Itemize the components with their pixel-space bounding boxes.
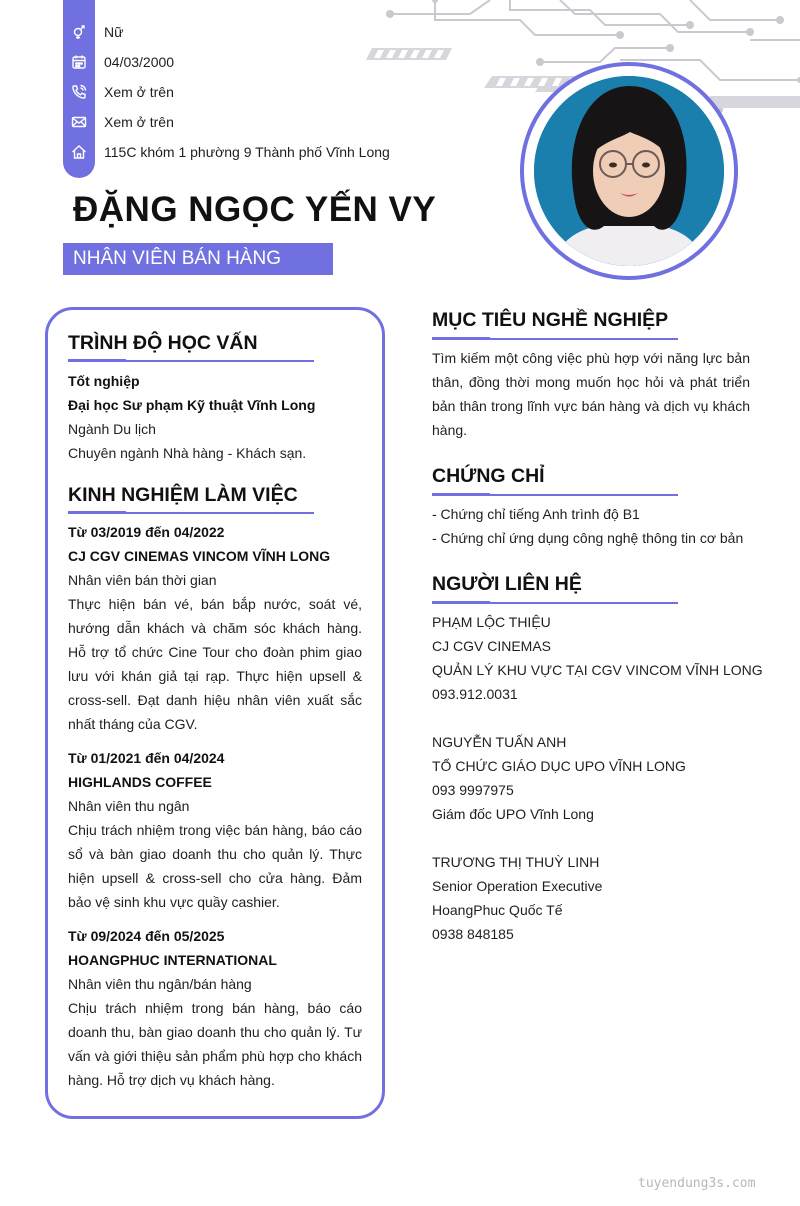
objective-rule xyxy=(490,338,678,340)
job-position: Nhân viên thu ngân xyxy=(68,798,190,814)
gender-row xyxy=(63,17,123,47)
reference-line: Giám đốc UPO Vĩnh Long xyxy=(432,806,594,822)
address-row xyxy=(63,137,390,167)
education-rule xyxy=(126,360,314,362)
phone-icon xyxy=(63,77,95,107)
phone-value: Xem ở trên xyxy=(104,84,174,100)
gender-value: Nữ xyxy=(104,24,124,40)
education-rule-accent xyxy=(68,359,126,362)
reference-line: CJ CGV CINEMAS xyxy=(432,638,552,654)
job-period: Từ 09/2024 đến 05/2025 xyxy=(68,928,225,944)
address-value: 115C khóm 1 phường 9 Thành phố Vĩnh Long xyxy=(104,144,390,160)
objective-text: Tìm kiếm một công việc phù hợp với năng lực bản thân, đồng thời mong muốn học hỏi và phát triển bản thân trong lĩnh vực bán hàng và dịch vụ khách hàng. xyxy=(432,350,750,438)
watermark: tuyendung3s.com xyxy=(638,1176,756,1191)
experience-rule-accent xyxy=(68,511,126,514)
job-description: Chịu trách nhiệm trong bán hàng, báo cáo doanh thu, bàn giao doanh thu cho quản lý. Tư vấn và giới thiệu sản phẩm phù hợp cho khách hàng. Hỗ trợ dịch vụ khách hàng. xyxy=(68,1000,362,1088)
profile-photo xyxy=(534,76,724,266)
objective-rule-accent xyxy=(432,337,490,340)
job-company: CJ CGV CINEMAS VINCOM VĨNH LONG xyxy=(68,548,331,564)
reference-line: Senior Operation Executive xyxy=(432,878,603,894)
education-specialization: Chuyên ngành Nhà hàng - Khách sạn. xyxy=(68,445,307,461)
job-position: Nhân viên thu ngân/bán hàng xyxy=(68,976,252,992)
job-title-banner: NHÂN VIÊN BÁN HÀNG xyxy=(63,243,333,275)
candidate-name: ĐẶNG NGỌC YẾN VY xyxy=(73,190,437,229)
job-company: HOANGPHUC INTERNATIONAL xyxy=(68,952,277,968)
birthdate-row xyxy=(63,47,174,77)
reference-line: 0938 848185 xyxy=(432,926,514,942)
gender-icon xyxy=(63,17,95,47)
email-row xyxy=(63,107,174,137)
reference-line: HoangPhuc Quốc Tế xyxy=(432,902,563,918)
references-rule-accent xyxy=(432,601,490,604)
experience-title: KINH NGHIỆM LÀM VIỆC xyxy=(68,484,298,506)
job-period: Từ 03/2019 đến 04/2022 xyxy=(68,524,225,540)
experience-rule xyxy=(126,512,314,514)
references-rule xyxy=(490,602,678,604)
reference-line: TRƯƠNG THỊ THUỲ LINH xyxy=(432,854,600,870)
certificates-rule-accent xyxy=(432,493,490,496)
birthdate-value: 04/03/2000 xyxy=(104,54,175,70)
phone-row xyxy=(63,77,174,107)
reference-line: NGUYỄN TUẤN ANH xyxy=(432,734,567,750)
certificate-item: - Chứng chỉ tiếng Anh trình độ B1 xyxy=(432,506,640,522)
education-title: TRÌNH ĐỘ HỌC VẤN xyxy=(68,332,258,354)
job-company: HIGHLANDS COFFEE xyxy=(68,774,212,790)
reference-line: 093.912.0031 xyxy=(432,686,518,702)
email-value: Xem ở trên xyxy=(104,114,174,130)
education-major: Ngành Du lịch xyxy=(68,421,156,437)
job-description: Thực hiện bán vé, bán bắp nước, soát vé, hướng dẫn khách và chăm sóc khách hàng. Hỗ trợ tổ chức Cine Tour cho đoàn phim giao lưu với khán giả tại rạp. Thực hiện upsell & cross-sell. Đạt danh hiệu nhân viên xuất sắc nhất tháng của CGV. xyxy=(68,596,362,732)
objective-title: MỤC TIÊU NGHỀ NGHIỆP xyxy=(432,309,669,331)
certificates-rule xyxy=(490,494,678,496)
job-description: Chịu trách nhiệm trong việc bán hàng, báo cáo sổ và bàn giao doanh thu cho quản lý. Thực hiện upsell & cross-sell cho cửa hàng. Đảm bảo vệ sinh khu vực quầy cashier. xyxy=(68,822,362,910)
reference-line: QUẢN LÝ KHU VỰC TẠI CGV VINCOM VĨNH LONG xyxy=(432,662,763,678)
envelope-icon xyxy=(63,107,95,137)
home-icon xyxy=(63,137,95,167)
job-period: Từ 01/2021 đến 04/2024 xyxy=(68,750,225,766)
certificates-title: CHỨNG CHỈ xyxy=(432,465,545,487)
calendar-icon xyxy=(63,47,95,77)
reference-line: PHẠM LỘC THIỆU xyxy=(432,614,551,630)
education-school: Đại học Sư phạm Kỹ thuật Vĩnh Long xyxy=(68,397,316,413)
reference-line: TỔ CHỨC GIÁO DỤC UPO VĨNH LONG xyxy=(432,758,686,774)
education-status: Tốt nghiệp xyxy=(68,373,140,389)
certificate-item: - Chứng chỉ ứng dụng công nghệ thông tin cơ bản xyxy=(432,530,744,546)
job-position: Nhân viên bán thời gian xyxy=(68,572,217,588)
references-title: NGƯỜI LIÊN HỆ xyxy=(432,573,582,595)
reference-line: 093 9997975 xyxy=(432,782,514,798)
